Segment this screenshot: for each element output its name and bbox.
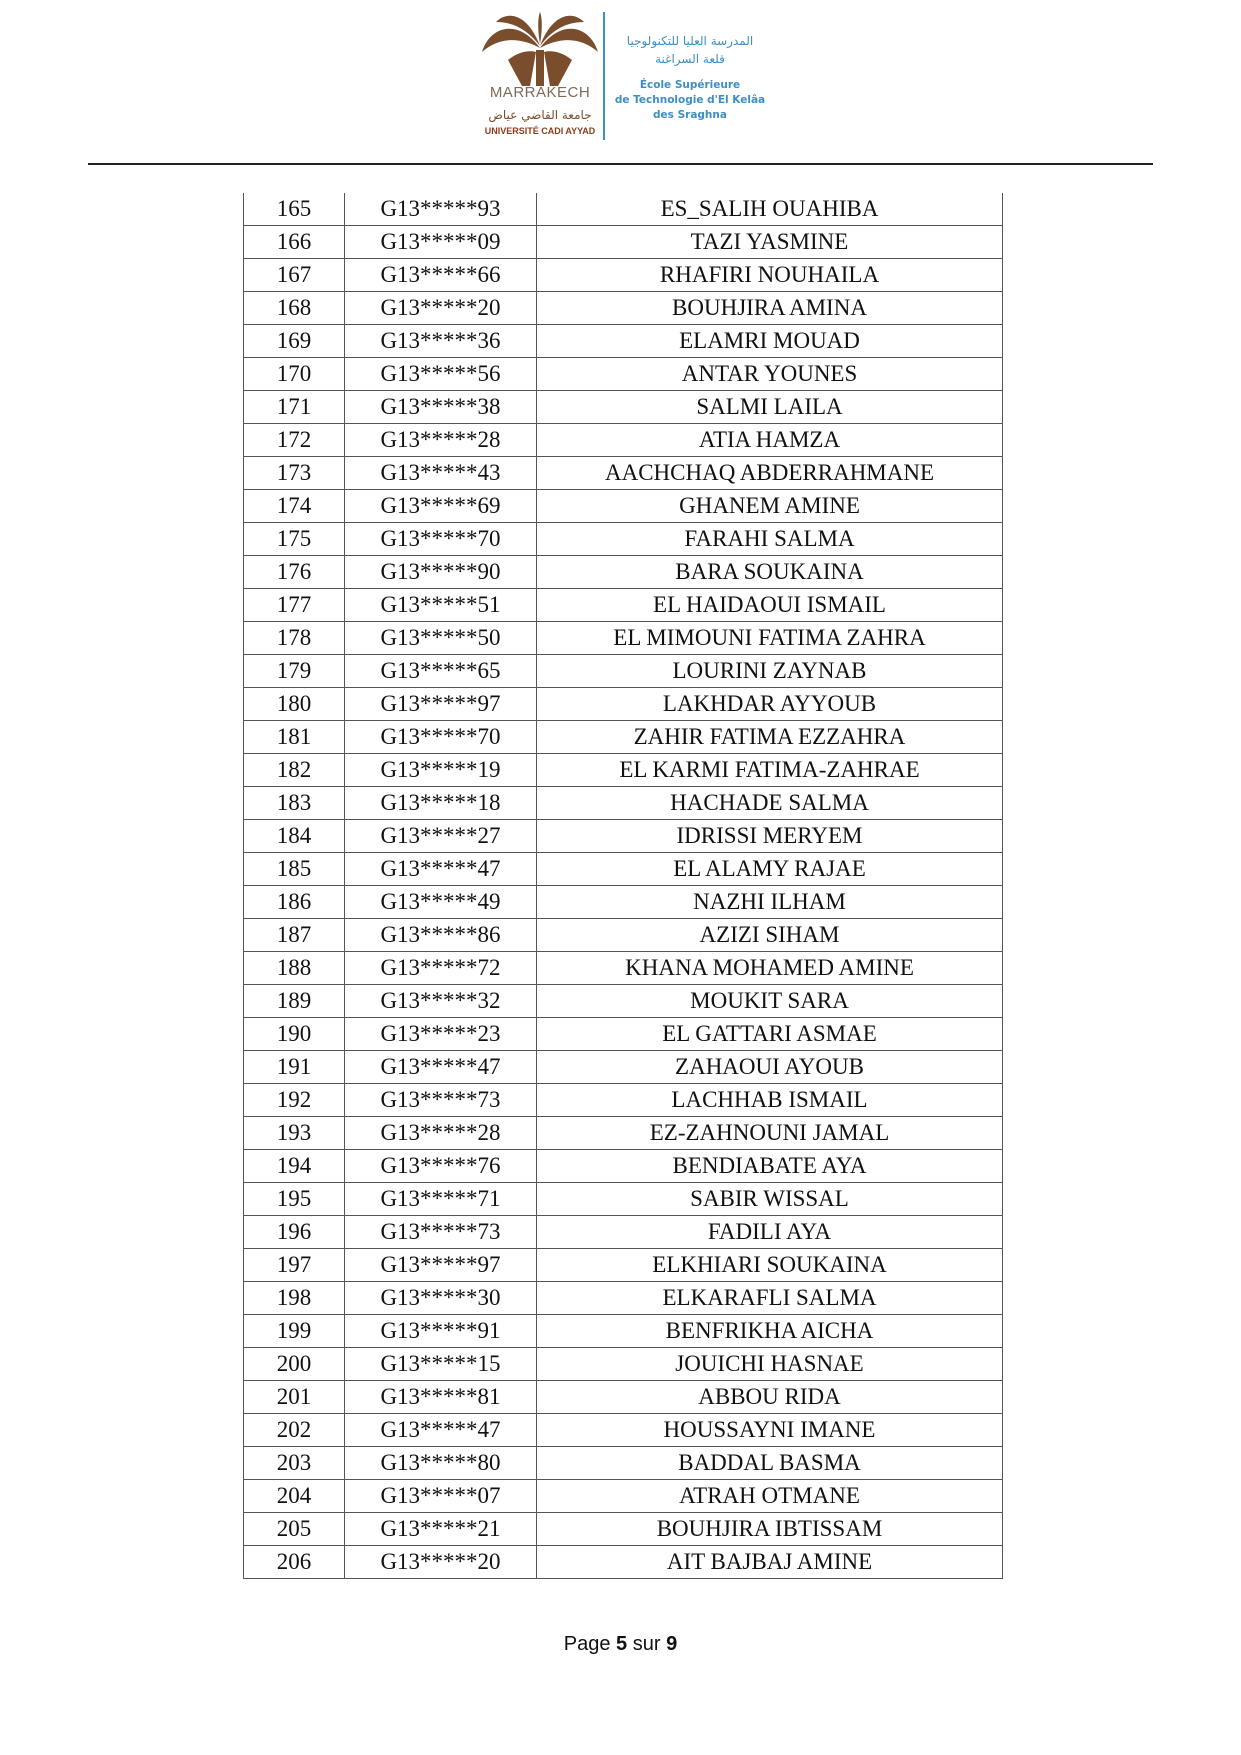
table-row <box>244 457 1003 490</box>
university-name-french: UNIVERSITÉ CADI AYYAD <box>484 126 596 136</box>
student-code-cell: G13*****43 <box>345 457 537 490</box>
student-number-cell: 201 <box>244 1381 345 1414</box>
student-number-cell: 200 <box>244 1348 345 1381</box>
student-name-cell: AIT BAJBAJ AMINE <box>537 1546 1003 1579</box>
student-code-cell: G13*****73 <box>345 1084 537 1117</box>
student-name-cell: TAZI YASMINE <box>537 226 1003 259</box>
student-list-body <box>244 193 1003 1579</box>
school-name-french-line2: de Technologie d'El Kelâa <box>614 94 766 106</box>
student-code-cell: G13*****56 <box>345 358 537 391</box>
table-row <box>244 754 1003 787</box>
student-code-cell: G13*****47 <box>345 1414 537 1447</box>
student-number-cell: 196 <box>244 1216 345 1249</box>
student-code-cell: G13*****32 <box>345 985 537 1018</box>
table-row <box>244 1117 1003 1150</box>
page-label: Page <box>563 1633 611 1655</box>
student-name-cell: ABBOU RIDA <box>537 1381 1003 1414</box>
student-name-cell: SALMI LAILA <box>537 391 1003 424</box>
student-name-cell: NAZHI ILHAM <box>537 886 1003 919</box>
table-row <box>244 622 1003 655</box>
student-name-cell: ELKHIARI SOUKAINA <box>537 1249 1003 1282</box>
student-number-cell: 171 <box>244 391 345 424</box>
student-code-cell: G13*****49 <box>345 886 537 919</box>
table-row <box>244 193 1003 226</box>
table-row <box>244 424 1003 457</box>
student-code-cell: G13*****09 <box>345 226 537 259</box>
header-divider <box>603 12 605 140</box>
student-code-cell: G13*****90 <box>345 556 537 589</box>
table-row <box>244 1018 1003 1051</box>
student-number-cell: 175 <box>244 523 345 556</box>
student-name-cell: ES_SALIH OUAHIBA <box>537 193 1003 226</box>
student-code-cell: G13*****69 <box>345 490 537 523</box>
student-name-cell: EL MIMOUNI FATIMA ZAHRA <box>537 622 1003 655</box>
school-name-french-line3: des Sraghna <box>653 109 727 121</box>
student-number-cell: 195 <box>244 1183 345 1216</box>
student-name-cell: MOUKIT SARA <box>537 985 1003 1018</box>
palm-tree-logo-icon <box>478 8 602 88</box>
student-code-cell: G13*****70 <box>345 721 537 754</box>
table-row <box>244 259 1003 292</box>
student-code-cell: G13*****80 <box>345 1447 537 1480</box>
student-name-cell: EL KARMI FATIMA-ZAHRAE <box>537 754 1003 787</box>
student-number-cell: 167 <box>244 259 345 292</box>
table-row <box>244 1480 1003 1513</box>
student-number-cell: 194 <box>244 1150 345 1183</box>
table-row <box>244 721 1003 754</box>
table-row <box>244 1216 1003 1249</box>
student-number-cell: 193 <box>244 1117 345 1150</box>
student-name-cell: ATIA HAMZA <box>537 424 1003 457</box>
student-code-cell: G13*****70 <box>345 523 537 556</box>
student-code-cell: G13*****19 <box>345 754 537 787</box>
student-number-cell: 203 <box>244 1447 345 1480</box>
student-name-cell: BOUHJIRA AMINA <box>537 292 1003 325</box>
student-number-cell: 178 <box>244 622 345 655</box>
student-number-cell: 199 <box>244 1315 345 1348</box>
table-row <box>244 523 1003 556</box>
student-name-cell: JOUICHI HASNAE <box>537 1348 1003 1381</box>
student-number-cell: 168 <box>244 292 345 325</box>
table-row <box>244 985 1003 1018</box>
student-number-cell: 173 <box>244 457 345 490</box>
student-name-cell: RHAFIRI NOUHAILA <box>537 259 1003 292</box>
student-name-cell: ZAHIR FATIMA EZZAHRA <box>537 721 1003 754</box>
student-code-cell: G13*****30 <box>345 1282 537 1315</box>
student-code-cell: G13*****23 <box>345 1018 537 1051</box>
student-name-cell: EL ALAMY RAJAE <box>537 853 1003 886</box>
student-number-cell: 169 <box>244 325 345 358</box>
student-name-cell: EL HAIDAOUI ISMAIL <box>537 589 1003 622</box>
student-number-cell: 185 <box>244 853 345 886</box>
student-code-cell: G13*****86 <box>345 919 537 952</box>
student-name-cell: EZ-ZAHNOUNI JAMAL <box>537 1117 1003 1150</box>
student-number-cell: 192 <box>244 1084 345 1117</box>
student-code-cell: G13*****27 <box>345 820 537 853</box>
student-number-cell: 172 <box>244 424 345 457</box>
student-code-cell: G13*****28 <box>345 424 537 457</box>
student-code-cell: G13*****97 <box>345 1249 537 1282</box>
table-row <box>244 1282 1003 1315</box>
student-name-cell: AZIZI SIHAM <box>537 919 1003 952</box>
student-name-cell: FADILI AYA <box>537 1216 1003 1249</box>
student-code-cell: G13*****20 <box>345 1546 537 1579</box>
student-code-cell: G13*****21 <box>345 1513 537 1546</box>
student-name-cell: EL GATTARI ASMAE <box>537 1018 1003 1051</box>
table-row <box>244 1513 1003 1546</box>
student-number-cell: 180 <box>244 688 345 721</box>
student-number-cell: 190 <box>244 1018 345 1051</box>
student-name-cell: BADDAL BASMA <box>537 1447 1003 1480</box>
table-row <box>244 589 1003 622</box>
table-row <box>244 1183 1003 1216</box>
table-row <box>244 1348 1003 1381</box>
student-number-cell: 176 <box>244 556 345 589</box>
student-number-cell: 170 <box>244 358 345 391</box>
student-code-cell: G13*****20 <box>345 292 537 325</box>
table-row <box>244 1414 1003 1447</box>
student-code-cell: G13*****93 <box>345 193 537 226</box>
university-name-arabic: جامعة القاضي عياض <box>488 108 592 122</box>
student-number-cell: 177 <box>244 589 345 622</box>
page-total: 9 <box>666 1633 678 1655</box>
student-code-cell: G13*****73 <box>345 1216 537 1249</box>
table-row <box>244 1249 1003 1282</box>
student-code-cell: G13*****76 <box>345 1150 537 1183</box>
student-code-cell: G13*****66 <box>345 259 537 292</box>
student-code-cell: G13*****51 <box>345 589 537 622</box>
table-row <box>244 1051 1003 1084</box>
table-row <box>244 1150 1003 1183</box>
student-name-cell: ELAMRI MOUAD <box>537 325 1003 358</box>
student-number-cell: 166 <box>244 226 345 259</box>
table-row <box>244 1447 1003 1480</box>
student-name-cell: SABIR WISSAL <box>537 1183 1003 1216</box>
logo-city-text: MARRAKECH <box>489 84 591 101</box>
student-code-cell: G13*****28 <box>345 1117 537 1150</box>
table-row <box>244 292 1003 325</box>
student-name-cell: KHANA MOHAMED AMINE <box>537 952 1003 985</box>
school-name-block <box>610 32 770 123</box>
table-row <box>244 655 1003 688</box>
school-name-arabic-line1: المدرسة العليا للتكنولوجيا <box>626 34 754 48</box>
student-number-cell: 187 <box>244 919 345 952</box>
school-name-arabic-line2: قلعة السراغنة <box>655 52 725 66</box>
student-code-cell: G13*****81 <box>345 1381 537 1414</box>
student-number-cell: 182 <box>244 754 345 787</box>
student-name-cell: ANTAR YOUNES <box>537 358 1003 391</box>
student-code-cell: G13*****65 <box>345 655 537 688</box>
table-row <box>244 1381 1003 1414</box>
student-number-cell: 183 <box>244 787 345 820</box>
table-row <box>244 952 1003 985</box>
student-name-cell: HACHADE SALMA <box>537 787 1003 820</box>
header-rule <box>88 163 1153 165</box>
student-list-table <box>243 193 1003 1579</box>
student-name-cell: GHANEM AMINE <box>537 490 1003 523</box>
student-number-cell: 205 <box>244 1513 345 1546</box>
student-code-cell: G13*****50 <box>345 622 537 655</box>
school-name-french-line1: École Supérieure <box>639 79 741 91</box>
student-number-cell: 179 <box>244 655 345 688</box>
student-code-cell: G13*****47 <box>345 853 537 886</box>
table-row <box>244 853 1003 886</box>
student-name-cell: FARAHI SALMA <box>537 523 1003 556</box>
student-name-cell: BARA SOUKAINA <box>537 556 1003 589</box>
student-code-cell: G13*****97 <box>345 688 537 721</box>
student-code-cell: G13*****47 <box>345 1051 537 1084</box>
student-name-cell: BOUHJIRA IBTISSAM <box>537 1513 1003 1546</box>
student-name-cell: BENFRIKHA AICHA <box>537 1315 1003 1348</box>
student-number-cell: 188 <box>244 952 345 985</box>
table-row <box>244 919 1003 952</box>
table-row <box>244 391 1003 424</box>
table-row <box>244 358 1003 391</box>
table-row <box>244 1315 1003 1348</box>
table-row <box>244 688 1003 721</box>
student-code-cell: G13*****71 <box>345 1183 537 1216</box>
student-number-cell: 189 <box>244 985 345 1018</box>
student-number-cell: 202 <box>244 1414 345 1447</box>
student-code-cell: G13*****72 <box>345 952 537 985</box>
page-header <box>0 8 1241 143</box>
table-row <box>244 226 1003 259</box>
student-name-cell: BENDIABATE AYA <box>537 1150 1003 1183</box>
student-name-cell: AACHCHAQ ABDERRAHMANE <box>537 457 1003 490</box>
table-row <box>244 886 1003 919</box>
student-name-cell: HOUSSAYNI IMANE <box>537 1414 1003 1447</box>
student-number-cell: 206 <box>244 1546 345 1579</box>
student-name-cell: LACHHAB ISMAIL <box>537 1084 1003 1117</box>
student-code-cell: G13*****36 <box>345 325 537 358</box>
student-number-cell: 197 <box>244 1249 345 1282</box>
student-name-cell: ZAHAOUI AYOUB <box>537 1051 1003 1084</box>
student-number-cell: 184 <box>244 820 345 853</box>
student-code-cell: G13*****38 <box>345 391 537 424</box>
table-row <box>244 325 1003 358</box>
student-number-cell: 204 <box>244 1480 345 1513</box>
table-row <box>244 820 1003 853</box>
student-name-cell: LAKHDAR AYYOUB <box>537 688 1003 721</box>
student-code-cell: G13*****18 <box>345 787 537 820</box>
student-number-cell: 198 <box>244 1282 345 1315</box>
table-row <box>244 1084 1003 1117</box>
student-number-cell: 191 <box>244 1051 345 1084</box>
student-code-cell: G13*****15 <box>345 1348 537 1381</box>
table-row <box>244 787 1003 820</box>
student-name-cell: ELKARAFLI SALMA <box>537 1282 1003 1315</box>
student-name-cell: LOURINI ZAYNAB <box>537 655 1003 688</box>
student-number-cell: 186 <box>244 886 345 919</box>
student-number-cell: 165 <box>244 193 345 226</box>
page-current: 5 <box>616 1633 628 1655</box>
university-logo <box>478 8 602 143</box>
table-row <box>244 1546 1003 1579</box>
student-number-cell: 181 <box>244 721 345 754</box>
student-number-cell: 174 <box>244 490 345 523</box>
table-row <box>244 490 1003 523</box>
table-row <box>244 556 1003 589</box>
student-code-cell: G13*****07 <box>345 1480 537 1513</box>
student-code-cell: G13*****91 <box>345 1315 537 1348</box>
student-name-cell: ATRAH OTMANE <box>537 1480 1003 1513</box>
page-footer <box>0 1633 1241 1656</box>
student-name-cell: IDRISSI MERYEM <box>537 820 1003 853</box>
page-separator: sur <box>632 1633 661 1655</box>
